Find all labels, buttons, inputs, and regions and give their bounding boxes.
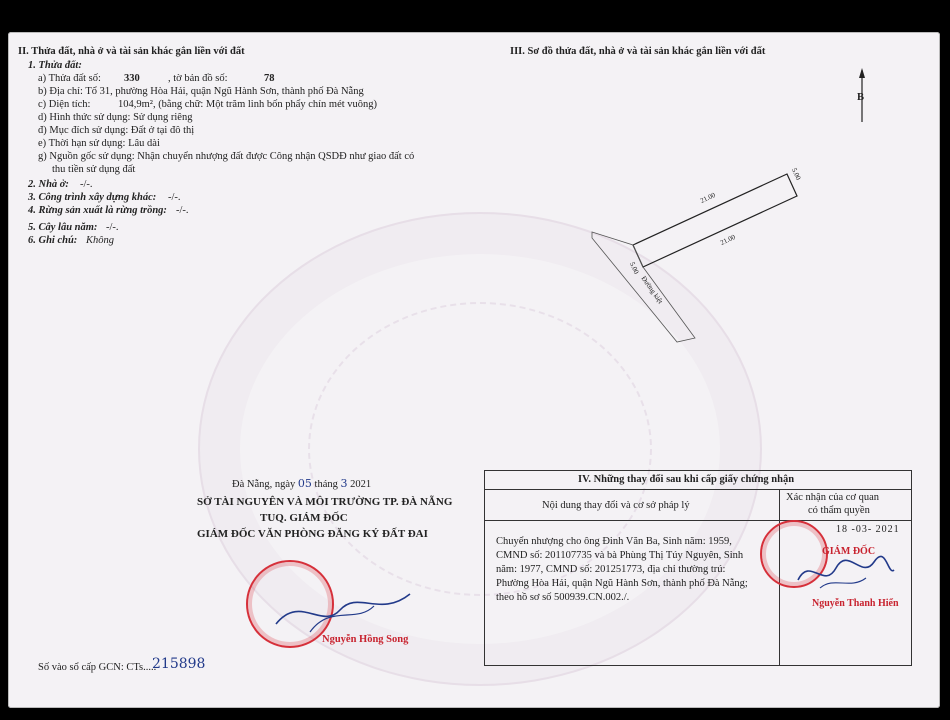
area-value: 104,9m², (bằng chữ: Một trăm linh bốn phẩy chín mét vuông)	[118, 99, 378, 110]
dim-top: 21.00	[699, 191, 717, 205]
usage-form: d) Hình thức sử dụng: Sử dụng riêng	[38, 112, 193, 123]
confirm-stamp-title: GIÁM ĐỐC	[822, 546, 876, 557]
forest-heading: 4. Rừng sản xuất là rừng trồng:	[28, 205, 167, 216]
house-heading: 2. Nhà ở:	[28, 179, 69, 190]
signer-name-left: Nguyễn Hồng Song	[322, 634, 409, 645]
usage-purpose: đ) Mục đích sử dụng: Đất ở tại đô thị	[38, 125, 195, 136]
parcel-label: a) Thửa đất số:	[38, 73, 101, 84]
area-label: c) Diện tích:	[38, 99, 91, 110]
house-value: -/-.	[80, 179, 93, 190]
change-line-4: Phường Hòa Hải, quận Ngũ Hành Sơn, thành phố Đà Nẵng;	[496, 578, 748, 589]
date-month: 3	[340, 477, 348, 490]
director-title: GIÁM ĐỐC VĂN PHÒNG ĐĂNG KÝ ĐẤT ĐAI	[197, 528, 428, 540]
parcel-diagram	[580, 160, 830, 350]
notes-value: Không	[86, 235, 115, 246]
registration-number: 215898	[152, 656, 206, 672]
usage-origin-cont: thu tiền sử dụng đất	[52, 164, 136, 175]
change-line-1: Chuyển nhượng cho ông Đinh Văn Ba, Sinh năm: 1959,	[496, 536, 732, 547]
sign-date	[232, 478, 371, 491]
road-label: Đường kiệt	[639, 274, 665, 306]
perennial-heading: 5. Cây lâu năm:	[28, 222, 98, 233]
map-sheet-label: , tờ bản đồ số:	[168, 73, 228, 84]
perennial-value: -/-.	[106, 222, 119, 233]
dim-bottom: 21.00	[719, 233, 737, 247]
registration-label: Số vào sổ cấp GCN: CTs.....	[38, 662, 157, 673]
signer-name-right: Nguyễn Thanh Hiển	[812, 598, 899, 609]
land-heading: 1. Thửa đất:	[28, 60, 82, 71]
notes-heading: 6. Ghi chú:	[28, 235, 78, 246]
section-ii-title: II. Thửa đất, nhà ở và tài sản khác gắn liền với đất	[18, 46, 245, 57]
changes-col-confirm-2: có thẩm quyền	[808, 505, 870, 516]
date-prefix: Đà Nẵng, ngày	[232, 479, 296, 490]
usage-origin: g) Nguồn gốc sử dụng: Nhận chuyển nhượng đất được Công nhận QSDĐ như giao đất có	[38, 151, 415, 162]
changes-title: IV. Những thay đổi sau khi cấp giấy chứng nhận	[578, 474, 795, 485]
change-line-3: năm: 1977, CMND số: 201251773, địa chỉ thường trú:	[496, 564, 726, 575]
other-works-value: -/-.	[168, 192, 181, 203]
date-year: 2021	[350, 479, 372, 490]
date-day: 05	[297, 477, 312, 490]
section-iii-title: III. Sơ đồ thửa đất, nhà ở và tài sản khác gắn liền với đất	[510, 46, 766, 57]
changes-col-confirm-1: Xác nhận của cơ quan	[786, 492, 880, 503]
north-label: B	[857, 92, 865, 103]
parcel-number: 330	[124, 73, 140, 84]
usage-term: e) Thời hạn sử dụng: Lâu dài	[38, 138, 160, 149]
date-month-label: tháng	[314, 479, 338, 490]
signature-left	[270, 584, 420, 640]
confirm-date: 18 -03- 2021	[836, 524, 900, 535]
change-line-5: theo hồ sơ số 500939.CN.002./.	[496, 592, 630, 603]
dim-right: 5.00	[789, 166, 803, 182]
forest-value: -/-.	[176, 205, 189, 216]
parcel-outline	[633, 174, 797, 267]
issuing-org: SỞ TÀI NGUYÊN VÀ MÔI TRƯỜNG TP. ĐÀ NẴNG	[197, 496, 453, 508]
changes-col-content: Nội dung thay đổi và cơ sở pháp lý	[542, 500, 690, 511]
tuq-title: TUQ. GIÁM ĐỐC	[260, 512, 348, 524]
change-line-2: CMND số: 201107735 và bà Phùng Thị Túy Nguyên, Sinh	[496, 550, 744, 561]
signature-right	[790, 550, 900, 596]
dim-left: 5.00	[627, 260, 641, 276]
address-line: b) Địa chỉ: Tổ 31, phường Hòa Hải, quận Ngũ Hành Sơn, thành phố Đà Nẵng	[38, 86, 364, 97]
map-sheet-number: 78	[264, 73, 275, 84]
other-works-heading: 3. Công trình xây dựng khác:	[28, 192, 157, 203]
